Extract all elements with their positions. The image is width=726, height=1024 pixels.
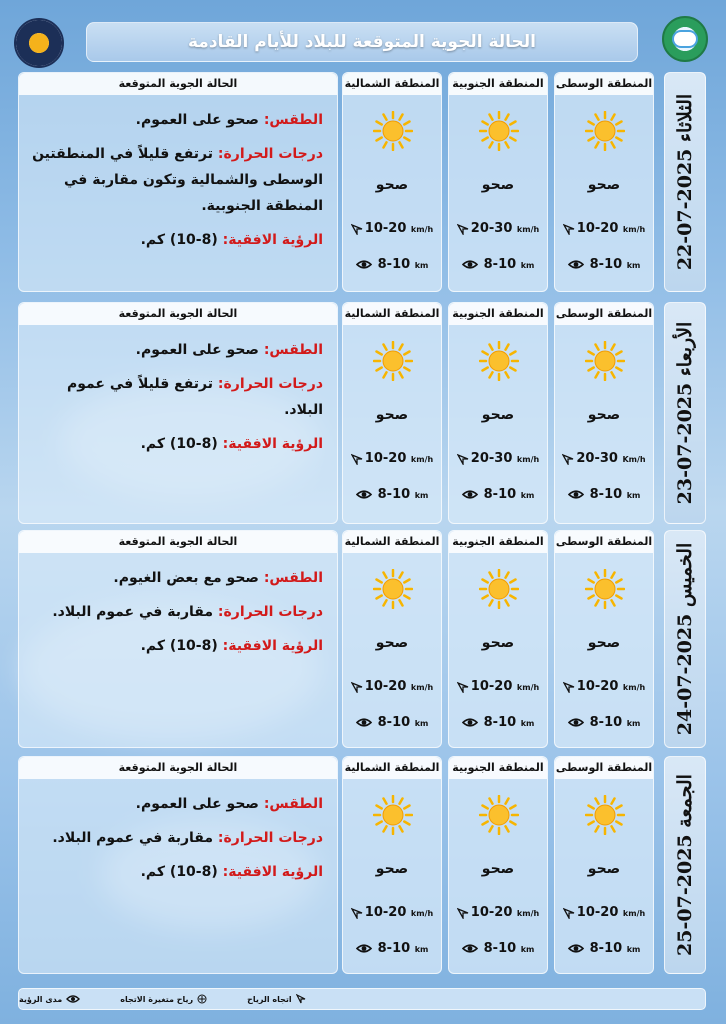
wind-unit: km/h <box>516 683 540 692</box>
eye-icon <box>462 715 484 730</box>
wind-arrow-icon <box>457 905 471 920</box>
temperature-line <box>29 371 323 423</box>
weather-line <box>29 791 323 817</box>
forecast-description <box>18 72 338 292</box>
wind-value: 10-20 <box>470 905 513 920</box>
sun-icon <box>373 111 413 151</box>
sun-icon <box>585 569 625 609</box>
region-name: المنطقة الوسطى <box>555 531 653 553</box>
temperature-label: درجات الحرارة: <box>217 830 323 846</box>
temperature-text: ترتفع قليلاً في المنطقتين الوسطى والشمالية وتكون مقاربة في المنطقة الجنوبية. <box>32 146 323 214</box>
region-card <box>342 530 442 748</box>
region-card <box>554 530 654 748</box>
wind-speed <box>449 221 547 236</box>
visibility-label: الرؤية الافقية: <box>222 638 323 654</box>
eye-icon <box>568 257 590 272</box>
visibility-unit: km <box>520 719 535 728</box>
eye-icon <box>66 994 80 1004</box>
visibility-value: 8-10 <box>589 487 623 502</box>
forecast-description <box>18 302 338 524</box>
region-card <box>554 756 654 974</box>
visibility-value: 8-10 <box>483 257 517 272</box>
visibility-unit: km <box>414 719 429 728</box>
region-name: المنطقة الشمالية <box>343 73 441 95</box>
visibility <box>343 257 441 272</box>
legend-visibility: مدى الرؤية <box>19 994 80 1004</box>
region-card <box>342 72 442 292</box>
weather-line <box>29 107 323 133</box>
date-text: الأربعاء 2025-07-23 <box>674 321 696 505</box>
visibility-text: (8-10) كم. <box>140 864 218 880</box>
wind-speed <box>555 221 653 236</box>
visibility-unit: km <box>626 719 641 728</box>
weather-text: صحو مع بعض الغيوم. <box>113 570 259 586</box>
sun-icon <box>585 341 625 381</box>
temperature-line <box>29 825 323 851</box>
weather-app-logo <box>662 16 708 62</box>
eye-icon <box>462 257 484 272</box>
visibility-value: 8-10 <box>589 715 623 730</box>
region-card <box>448 756 548 974</box>
eye-icon <box>568 941 590 956</box>
region-card <box>342 302 442 524</box>
page-title: الحالة الجوية المتوقعة للبلاد للأيام القادمة <box>86 22 638 62</box>
temperature-label: درجات الحرارة: <box>217 376 323 392</box>
eye-icon <box>356 715 378 730</box>
visibility <box>343 487 441 502</box>
region-name: المنطقة الشمالية <box>343 531 441 553</box>
weather-text: صحو على العموم. <box>135 112 259 128</box>
wind-speed <box>555 905 653 920</box>
weather-text: صحو على العموم. <box>135 796 259 812</box>
condition-text: صحو <box>587 861 621 877</box>
region-name: المنطقة الجنوبية <box>449 303 547 325</box>
sun-icon <box>479 111 519 151</box>
wind-arrow-icon <box>457 221 471 236</box>
temperature-text: مقاربة في عموم البلاد. <box>52 604 214 620</box>
weather-label: الطقس: <box>263 342 323 358</box>
wind-unit: km/h <box>410 683 434 692</box>
temperature-text: ترتفع قليلاً في عموم البلاد. <box>66 376 323 418</box>
description-title: الحالة الجوية المتوقعة <box>19 303 337 325</box>
weather-line <box>29 565 323 591</box>
wind-value: 10-20 <box>364 451 407 466</box>
visibility-unit: km <box>626 945 641 954</box>
wind-value: 10-20 <box>576 679 619 694</box>
wind-arrow-icon <box>563 221 577 236</box>
wind-value: 10-20 <box>364 221 407 236</box>
sun-icon <box>479 341 519 381</box>
wind-unit: km/h <box>516 225 540 234</box>
date-label <box>664 302 706 524</box>
wind-value: 10-20 <box>364 905 407 920</box>
visibility-label: الرؤية الافقية: <box>222 436 323 452</box>
sun-icon <box>373 341 413 381</box>
meteorology-logo <box>14 18 64 68</box>
wind-speed <box>449 451 547 466</box>
weather-label: الطقس: <box>263 112 323 128</box>
visibility-unit: km <box>520 491 535 500</box>
day-section <box>18 530 706 748</box>
temperature-line <box>29 599 323 625</box>
condition-text: صحو <box>587 635 621 651</box>
eye-icon <box>462 487 484 502</box>
visibility-line <box>29 227 323 253</box>
weather-text: صحو على العموم. <box>135 342 259 358</box>
visibility-line <box>29 633 323 659</box>
visibility-unit: km <box>520 261 535 270</box>
visibility <box>555 715 653 730</box>
condition-text: صحو <box>587 177 621 193</box>
description-title: الحالة الجوية المتوقعة <box>19 73 337 95</box>
wind-value: 10-20 <box>364 679 407 694</box>
wind-arrow-icon <box>563 905 577 920</box>
wind-arrow-icon <box>457 679 471 694</box>
region-card <box>448 72 548 292</box>
visibility <box>555 487 653 502</box>
visibility-unit: km <box>626 261 641 270</box>
visibility-value: 8-10 <box>483 715 517 730</box>
visibility-text: (8-10) كم. <box>140 638 218 654</box>
condition-text: صحو <box>481 177 515 193</box>
wind-unit: km/h <box>622 909 646 918</box>
visibility <box>449 941 547 956</box>
visibility-text: (8-10) كم. <box>140 232 218 248</box>
wind-speed <box>343 679 441 694</box>
day-section <box>18 72 706 292</box>
visibility-unit: km <box>414 945 429 954</box>
wind-arrow-icon <box>562 451 576 466</box>
sun-icon <box>373 795 413 835</box>
date-label <box>664 756 706 974</box>
visibility <box>449 257 547 272</box>
visibility-text: (8-10) كم. <box>140 436 218 452</box>
description-title: الحالة الجوية المتوقعة <box>19 757 337 779</box>
wind-arrow-icon <box>351 905 365 920</box>
region-name: المنطقة الجنوبية <box>449 73 547 95</box>
condition-text: صحو <box>375 177 409 193</box>
date-text: الخميس 2025-07-24 <box>674 542 696 736</box>
visibility-unit: km <box>520 945 535 954</box>
temperature-line <box>29 141 323 219</box>
legend-variable-wind: رياح متغيرة الاتجاه <box>120 994 207 1004</box>
wind-arrow-icon <box>457 451 471 466</box>
visibility-line <box>29 859 323 885</box>
variable-wind-icon <box>197 994 207 1004</box>
condition-text: صحو <box>481 407 515 423</box>
wind-speed <box>449 905 547 920</box>
region-name: المنطقة الوسطى <box>555 757 653 779</box>
wind-arrow-icon <box>351 451 365 466</box>
day-section <box>18 302 706 524</box>
legend-wind-direction: اتجاه الرياح <box>247 994 306 1004</box>
wind-speed <box>343 451 441 466</box>
weather-label: الطقس: <box>263 796 323 812</box>
sun-icon <box>373 569 413 609</box>
eye-icon <box>568 487 590 502</box>
condition-text: صحو <box>375 407 409 423</box>
region-card <box>448 530 548 748</box>
condition-text: صحو <box>375 861 409 877</box>
region-card <box>342 756 442 974</box>
wind-speed <box>449 679 547 694</box>
visibility-value: 8-10 <box>377 487 411 502</box>
wind-arrow-icon <box>296 994 306 1004</box>
visibility-value: 8-10 <box>377 257 411 272</box>
temperature-label: درجات الحرارة: <box>217 604 323 620</box>
wind-value: 20-30 <box>470 451 513 466</box>
visibility-value: 8-10 <box>377 941 411 956</box>
temperature-text: مقاربة في عموم البلاد. <box>52 830 214 846</box>
date-text: الثلاثاء 2025-07-22 <box>674 93 696 271</box>
eye-icon <box>356 941 378 956</box>
region-card <box>554 302 654 524</box>
forecast-description <box>18 530 338 748</box>
condition-text: صحو <box>375 635 409 651</box>
date-text: الجمعة 2025-07-25 <box>674 774 696 956</box>
visibility <box>343 715 441 730</box>
visibility-label: الرؤية الافقية: <box>222 864 323 880</box>
region-name: المنطقة الوسطى <box>555 73 653 95</box>
visibility <box>555 257 653 272</box>
date-label <box>664 530 706 748</box>
sun-icon <box>479 569 519 609</box>
region-card <box>554 72 654 292</box>
eye-icon <box>568 715 590 730</box>
forecast-description <box>18 756 338 974</box>
wind-unit: km/h <box>410 909 434 918</box>
sun-icon <box>585 795 625 835</box>
wind-speed <box>343 221 441 236</box>
date-label <box>664 72 706 292</box>
region-name: المنطقة الشمالية <box>343 303 441 325</box>
visibility <box>555 941 653 956</box>
condition-text: صحو <box>481 861 515 877</box>
visibility-unit: km <box>626 491 641 500</box>
wind-arrow-icon <box>351 679 365 694</box>
region-card <box>448 302 548 524</box>
condition-text: صحو <box>587 407 621 423</box>
wind-speed <box>555 451 653 466</box>
visibility-unit: km <box>414 261 429 270</box>
visibility-value: 8-10 <box>483 487 517 502</box>
wind-unit: km/h <box>410 225 434 234</box>
visibility <box>449 487 547 502</box>
region-name: المنطقة الوسطى <box>555 303 653 325</box>
wind-value: 20-30 <box>576 451 618 466</box>
wind-unit: km/h <box>410 455 434 464</box>
wind-unit: Km/h <box>622 455 646 464</box>
eye-icon <box>356 487 378 502</box>
sun-icon <box>479 795 519 835</box>
visibility <box>343 941 441 956</box>
wind-value: 10-20 <box>576 221 619 236</box>
visibility-value: 8-10 <box>589 257 623 272</box>
wind-speed <box>555 679 653 694</box>
description-title: الحالة الجوية المتوقعة <box>19 531 337 553</box>
visibility <box>449 715 547 730</box>
wind-unit: km/h <box>516 909 540 918</box>
weather-label: الطقس: <box>263 570 323 586</box>
wind-value: 20-30 <box>470 221 513 236</box>
visibility-line <box>29 431 323 457</box>
visibility-label: الرؤية الافقية: <box>222 232 323 248</box>
eye-icon <box>462 941 484 956</box>
wind-value: 10-20 <box>576 905 619 920</box>
condition-text: صحو <box>481 635 515 651</box>
wind-unit: km/h <box>622 683 646 692</box>
legend <box>18 988 706 1010</box>
visibility-value: 8-10 <box>589 941 623 956</box>
region-name: المنطقة الشمالية <box>343 757 441 779</box>
day-section <box>18 756 706 974</box>
temperature-label: درجات الحرارة: <box>217 146 323 162</box>
wind-speed <box>343 905 441 920</box>
region-name: المنطقة الجنوبية <box>449 757 547 779</box>
weather-line <box>29 337 323 363</box>
region-name: المنطقة الجنوبية <box>449 531 547 553</box>
eye-icon <box>356 257 378 272</box>
wind-arrow-icon <box>351 221 365 236</box>
wind-unit: km/h <box>622 225 646 234</box>
wind-value: 10-20 <box>470 679 513 694</box>
visibility-unit: km <box>414 491 429 500</box>
wind-arrow-icon <box>563 679 577 694</box>
visibility-value: 8-10 <box>377 715 411 730</box>
sun-icon <box>585 111 625 151</box>
wind-unit: km/h <box>516 455 540 464</box>
visibility-value: 8-10 <box>483 941 517 956</box>
